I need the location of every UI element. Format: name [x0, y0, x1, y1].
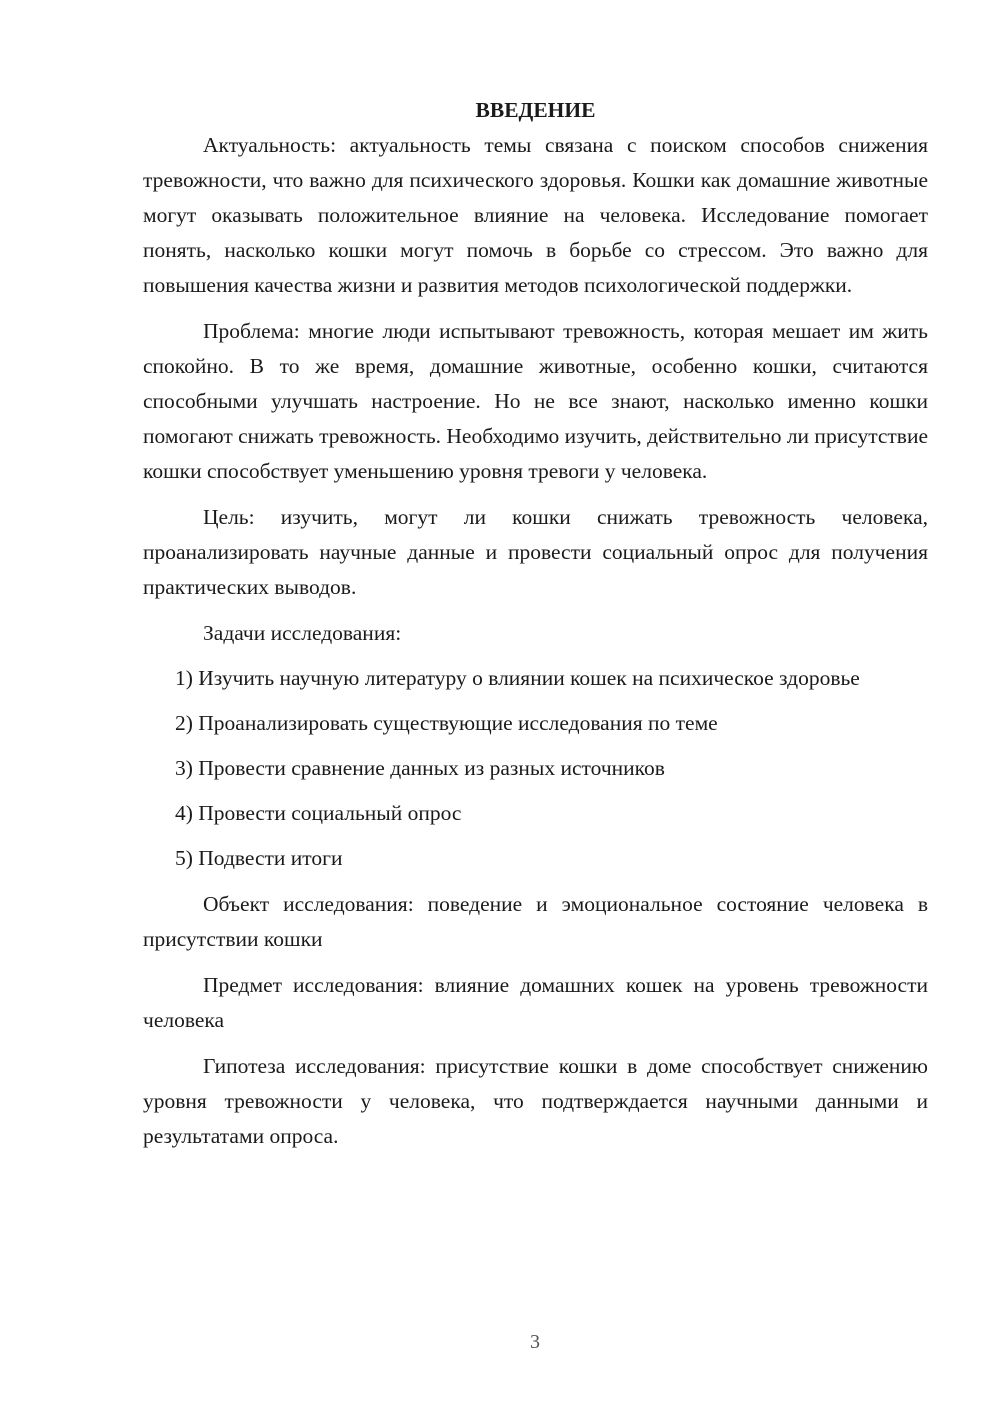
page-number: 3	[530, 1331, 540, 1353]
subject-paragraph: Предмет исследования: влияние домашних кошек на уровень тревожности человека	[143, 973, 928, 1032]
section-heading: ВВЕДЕНИЕ	[475, 98, 596, 122]
task-item-4: 4) Провести социальный опрос	[175, 801, 462, 825]
task-item-3: 3) Провести сравнение данных из разных источников	[175, 756, 665, 780]
relevance-paragraph: Актуальность: актуальность темы связана с поиском способов снижения тревожности, что важно для психического здоровья. Кошки как домашние животные могут оказывать положительное влияние на человека. Исследование помогает понять, насколько кошки могут помочь в борьбе со стрессом. Это важно для повышения качества жизни и развития методов психологической поддержки.	[143, 133, 928, 297]
task-item-5: 5) Подвести итоги	[175, 846, 343, 870]
task-item-2: 2) Проанализировать существующие исследования по теме	[175, 711, 718, 735]
goal-paragraph: Цель: изучить, могут ли кошки снижать тревожность человека, проанализировать научные данные и провести социальный опрос для получения практических выводов.	[143, 505, 928, 599]
task-item-1: 1) Изучить научную литературу о влиянии кошек на психическое здоровье	[175, 666, 860, 690]
tasks-title: Задачи исследования:	[203, 621, 402, 645]
problem-paragraph: Проблема: многие люди испытывают тревожность, которая мешает им жить спокойно. В то же время, домашние животные, особенно кошки, считаются способными улучшать настроение. Но не все знают, насколько именно кошки помогают снижать тревожность. Необходимо изучить, действительно ли присутствие кошки способствует уменьшению уровня тревоги у человека.	[143, 319, 929, 483]
object-paragraph: Объект исследования: поведение и эмоциональное состояние человека в присутствии кошки	[143, 892, 928, 951]
hypothesis-paragraph: Гипотеза исследования: присутствие кошки в доме способствует снижению уровня тревожности у человека, что подтверждается научными данными и результатами опроса.	[143, 1054, 928, 1148]
page-content	[143, 92, 928, 1154]
